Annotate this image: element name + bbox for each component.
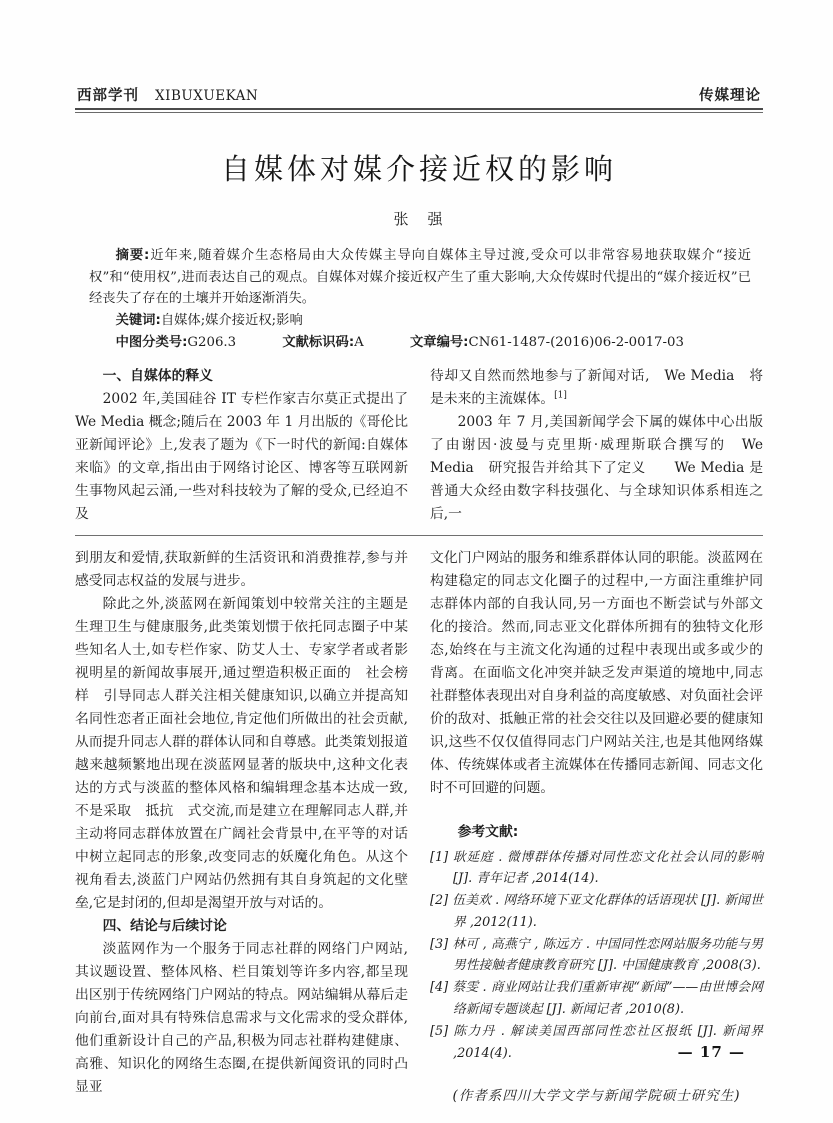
- abstract-label: 摘要:: [115, 248, 150, 263]
- references-list: [430, 847, 763, 1065]
- body-paragraph: 淡蓝网作为一个服务于同志社群的网络门户网站,其议题设置、整体风格、栏目策划等许多内容,都呈现出区别于传统网络门户网站的特点。网站编辑从幕后走向前台,面对具有特殊信息需求与文化需求的受众群体,他们重新设计自己的产品,积极为同志社群构建健康、高雅、知识化的网络生态圈,在提供新闻资讯的同时凸显亚: [75, 940, 408, 1095]
- document-code-value: A: [354, 335, 364, 350]
- citation-mark: [1]: [554, 389, 567, 400]
- reference-item: [2] 伍美欢 . 网络环境下亚文化群体的话语现状 [J]. 新闻世界 ,2012(11).: [430, 893, 763, 930]
- body-paragraph: 2003 年 7 月,美国新闻学会下属的媒体中心出版了由谢因·波曼与克里斯·威理斯联合撰写的 We Media 研究报告并给其下了定义 We Media 是普通大众经由数字科技强化、与全球知识体系相连之后,一: [430, 413, 763, 522]
- reference-item: [1] 耿延庭 . 微博群体传播对同性恋文化社会认同的影响 [J]. 青年记者 ,2014(14).: [430, 849, 763, 887]
- body-text: 待却又自然而然地参与了新闻对话, We Media 将是未来的主流媒体。: [430, 367, 763, 407]
- header-double-rule: [75, 108, 763, 113]
- body-paragraph: 除此之外,淡蓝网在新闻策划中较常关注的主题是生理卫生与健康服务,此类策划惯于依托同志圈子中某些知名人士,如专栏作家、防艾人士、专家学者或者影视明星的新闻故事展开,通过塑造积极正面的 社会榜样 引导同志人群关注相关健康知识,以确立并提高知名同性恋者正面社会地位,肯定他们所做出的社会贡献,从而提升同志人群的群体认同和自尊感。此类策划报道越来越频繁地出现在淡蓝网显著的版块中,这种文化表达的方式与淡蓝的整体风格和编辑理念基本达成一致,不是采取 抵抗 式交流,而是建立在理解同志人群,并主动将同志群体放置在广阔社会背景中,在平等的对话中树立起同志的形象,改变同志的妖魔化角色。从这个视角看去,淡蓝门户网站仍然拥有其自身筑起的文化壁垒,它是封闭的,但却是渴望开放与对话的。: [75, 595, 408, 911]
- journal-header: [75, 84, 763, 108]
- section-heading-one: 一、自媒体的释义: [102, 367, 213, 384]
- clc-number: [116, 335, 237, 350]
- article-number: [410, 335, 684, 350]
- article-ids: [89, 332, 751, 354]
- lower-right-column: [430, 547, 763, 1109]
- lower-left-column: [75, 547, 408, 1109]
- upper-right-column: [430, 365, 763, 526]
- page-number: — 17 —: [677, 1043, 745, 1061]
- keywords-label: 关键词:: [115, 312, 161, 328]
- references-heading: 参考文献:: [457, 823, 519, 840]
- body-paragraph: [430, 365, 763, 411]
- article-author: 张 强: [393, 210, 445, 228]
- section-label: 传媒理论: [699, 88, 761, 104]
- reference-item: [3] 林可 , 高燕宁 , 陈远方 . 中国同性恋网站服务功能与男男性接触者健康教育研究 [J]. 中国健康教育 ,2008(3).: [430, 936, 763, 974]
- section-heading-four: 四、结论与后续讨论: [102, 917, 227, 934]
- lower-columns: [75, 547, 763, 1109]
- body-paragraph: 文化门户网站的服务和维系群体认同的职能。淡蓝网在构建稳定的同志文化圈子的过程中,一方面注重维护同志群体内部的自我认同,另一方面也不断尝试与外部文化的接洽。然而,同志亚文化群体所拥有的独特文化形态,始终在与主流文化沟通的过程中表现出或多或少的背离。在面临文化冲突并缺乏发声渠道的境地中,同志社群整体表现出对自身利益的高度敏感、对负面社会评价的敌对、抵触正常的社会交往以及回避必要的健康知识,这些不仅仅值得同志门户网站关注,也是其他网络媒体、传统媒体或者主流媒体在传播同志新闻、同志文化时不可回避的问题。: [430, 549, 763, 796]
- body-paragraph: 到朋友和爱情,获取新鲜的生活资讯和消费推荐,参与并感受同志权益的发展与进步。: [75, 549, 408, 589]
- upper-left-column: [75, 365, 408, 526]
- article-meta: [89, 245, 751, 354]
- keywords-text: 自媒体;媒介接近权;影响: [160, 312, 303, 328]
- abstract-text: 近年来,随着媒介生态格局由大众传媒主导向自媒体主导过渡,受众可以非常容易地获取媒介“接近权”和“使用权”,进而表达自己的观点。自媒体对媒介接近权产生了重大影响,大众传媒时代提出的“媒介接近权”已经丧失了存在的土壤并开始逐渐消失。: [89, 248, 752, 306]
- document-code-label: 文献标识码:: [282, 335, 355, 350]
- document-code: [282, 335, 363, 350]
- keywords: [89, 310, 751, 332]
- clc-value: G206.3: [187, 335, 237, 350]
- reference-item: [4] 蔡雯 . 商业网站让我们重新审视“新闻”——由世博会网络新闻专题谈起 [J]. 新闻记者 ,2010(8).: [430, 980, 763, 1018]
- upper-columns: [75, 365, 763, 526]
- clc-label: 中图分类号:: [115, 335, 188, 350]
- article-separator-rule: [75, 535, 763, 536]
- abstract: [89, 245, 751, 310]
- author-note: (作者系四川大学文学与新闻学院硕士研究生): [452, 1088, 741, 1105]
- article-number-value: CN61-1487-(2016)06-2-0017-03: [468, 335, 684, 350]
- journal-name: 西部学刊: [77, 88, 139, 104]
- journal-pinyin: XIBUXUEKAN: [155, 88, 259, 104]
- journal-header-left: [77, 84, 258, 105]
- reference-item: [5] 陈力丹 . 解读美国西部同性恋社区报纸 [J]. 新闻界 ,2014(4).: [430, 1023, 763, 1061]
- article-number-label: 文章编号:: [410, 335, 469, 350]
- article-title: 自媒体对媒介接近权的影响: [220, 152, 617, 186]
- body-paragraph: 2002 年,美国硅谷 IT 专栏作家吉尔莫正式提出了 We Media 概念;随后在 2003 年 1 月出版的《哥伦比亚新闻评论》上,发表了题为《下一时代的新闻:自媒体来临》的文章,指出由于网络讨论区、博客等互联网新生事物风起云涌,一些对科技较为了解的受众,已经迫不及: [75, 390, 408, 522]
